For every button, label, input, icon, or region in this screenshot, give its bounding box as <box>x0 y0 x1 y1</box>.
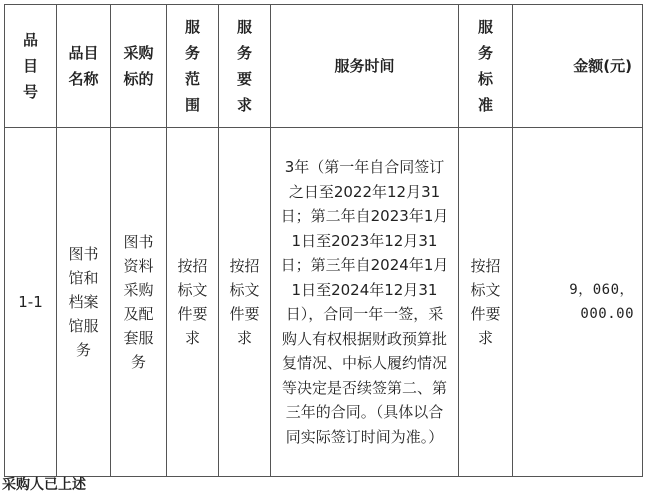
cell-procurement-object: 图书资料采购及配套服务 <box>111 128 167 477</box>
header-service-requirements: 服务要求 <box>219 5 271 128</box>
cell-service-requirements: 按招标文件要求 <box>219 128 271 477</box>
header-item-no: 品目号 <box>5 5 57 128</box>
cell-service-standard: 按招标文件要求 <box>459 128 513 477</box>
table-row <box>5 128 643 477</box>
cell-service-scope: 按招标文件要求 <box>167 128 219 477</box>
cell-item-name: 图书馆和档案馆服务 <box>57 128 111 477</box>
procurement-table <box>4 4 643 477</box>
footer-partial-text: 采购人已上述 <box>2 477 86 493</box>
header-service-time: 服务时间 <box>271 5 459 128</box>
cell-amount: 9，060，000.00 <box>513 128 643 477</box>
header-service-scope: 服务范围 <box>167 5 219 128</box>
table-header-row <box>5 5 643 128</box>
cell-service-time: 3年（第一年自合同签订之日至2022年12月31日；第二年自2023年1月1日至2023年12月31日；第三年自2024年1月1日至2024年12月31日），合同一年一签，采购人有权根据财政预算批复情况、中标人履约情况等决定是否续签第二、第三年的合同。（具体以合同实际签订时间为准。） <box>271 128 459 477</box>
header-amount: 金额(元) <box>513 5 643 128</box>
header-service-standard: 服务标准 <box>459 5 513 128</box>
header-item-name: 品目名称 <box>57 5 111 128</box>
cell-item-no: 1-1 <box>5 128 57 477</box>
header-procurement-object: 采购标的 <box>111 5 167 128</box>
